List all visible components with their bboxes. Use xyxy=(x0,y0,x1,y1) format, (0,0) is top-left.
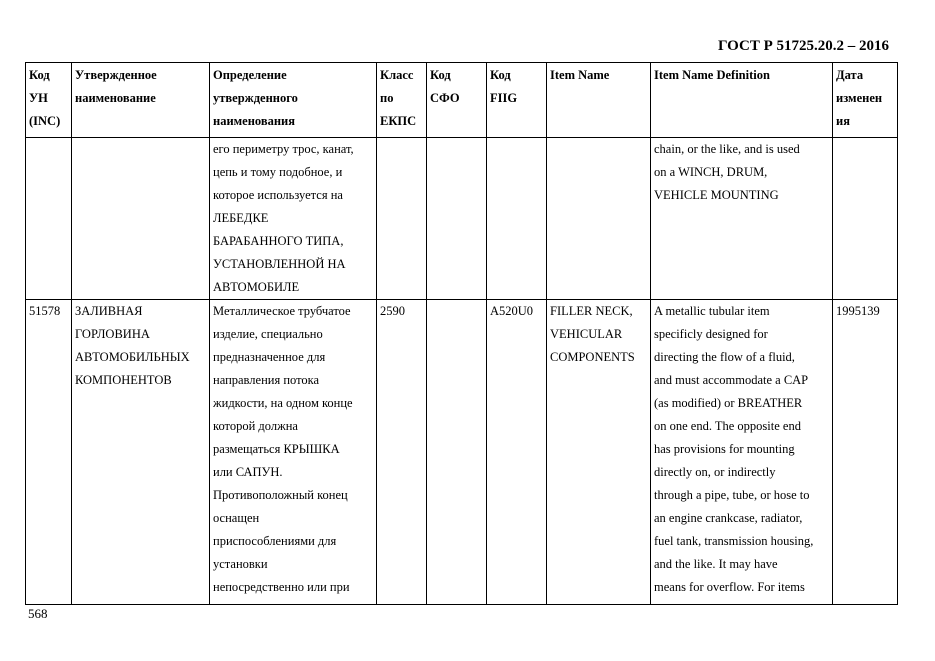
header-definition-ru: Определение утвержденного наименования xyxy=(210,63,377,138)
cell-inc xyxy=(26,138,72,300)
cell-definition-en: chain, or the like, and is used on a WINCH, DRUM, VEHICLE MOUNTING xyxy=(651,138,833,300)
header-sfo-code: Код СФО xyxy=(427,63,487,138)
cell-item-name xyxy=(547,138,651,300)
cell-fiig-code xyxy=(487,138,547,300)
cell-definition-en: A metallic tubular item specificly designed for directing the flow of a fluid, and must accommodate a CAP (as modified) or BREATHER on one end. The opposite end has provisions for mounting directly on, or indirectly through a pipe, tube, or hose to an engine crankcase, radiator, fuel tank, transmission housing, and the like. It may have means for overflow. For items xyxy=(651,300,833,605)
document-title: ГОСТ Р 51725.20.2 – 2016 xyxy=(717,38,889,54)
cell-fiig-code: A520U0 xyxy=(487,300,547,605)
header-item-name: Item Name xyxy=(547,63,651,138)
cell-ekps-class: 2590 xyxy=(377,300,427,605)
cell-sfo-code xyxy=(427,300,487,605)
table-row xyxy=(26,138,898,300)
table-row xyxy=(26,300,898,605)
cell-inc: 51578 xyxy=(26,300,72,605)
header-change-date: Дата изменен ия xyxy=(833,63,898,138)
cell-item-name: FILLER NECK, VEHICULAR COMPONENTS xyxy=(547,300,651,605)
cell-approved-name xyxy=(72,138,210,300)
cell-definition-ru: его периметру трос, канат, цепь и тому подобное, и которое используется на ЛЕБЕДКЕ БАРАБАННОГО ТИПА, УСТАНОВЛЕННОЙ НА АВТОМОБИЛЕ xyxy=(210,138,377,300)
nomenclature-table xyxy=(25,62,898,605)
header-definition-en: Item Name Definition xyxy=(651,63,833,138)
page-number: 568 xyxy=(28,606,48,621)
table-header-row xyxy=(26,63,898,138)
cell-approved-name: ЗАЛИВНАЯ ГОРЛОВИНА АВТОМОБИЛЬНЫХ КОМПОНЕНТОВ xyxy=(72,300,210,605)
cell-definition-ru: Металлическое трубчатое изделие, специально предназначенное для направления потока жидкости, на одном конце которой должна размещаться КРЫШКА или САПУН. Противоположный конец оснащен приспособлениями для установки непосредственно или при xyxy=(210,300,377,605)
header-approved-name: Утвержденное наименование xyxy=(72,63,210,138)
header-fiig-code: Код FIIG xyxy=(487,63,547,138)
cell-sfo-code xyxy=(427,138,487,300)
cell-ekps-class xyxy=(377,138,427,300)
cell-change-date xyxy=(833,138,898,300)
header-ekps-class: Класс по ЕКПС xyxy=(377,63,427,138)
cell-change-date: 1995139 xyxy=(833,300,898,605)
header-inc: Код УН (INC) xyxy=(26,63,72,138)
